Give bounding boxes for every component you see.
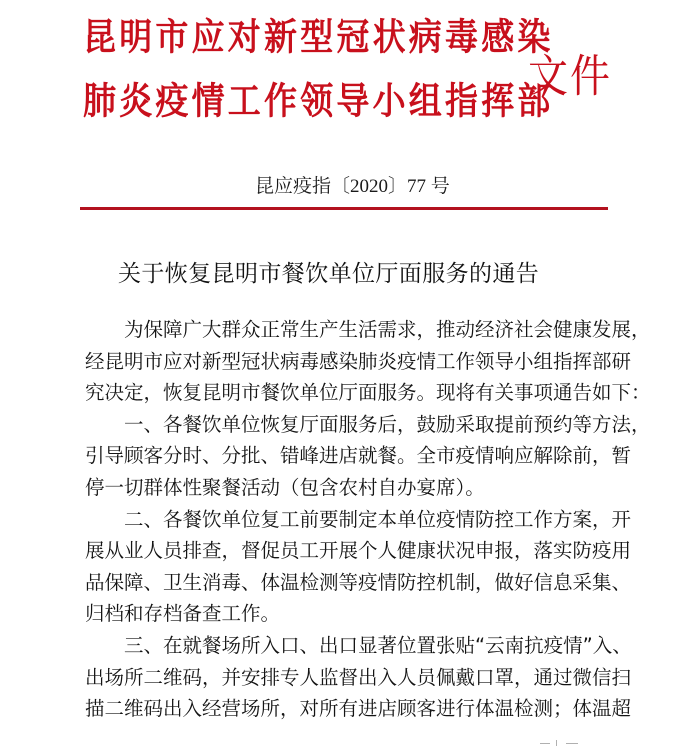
body-line: 经昆明市应对新型冠状病毒感染肺炎疫情工作领导小组指挥部研	[85, 349, 632, 373]
notice-title: 关于恢复昆明市餐饮单位厅面服务的通告	[118, 261, 540, 287]
red-divider	[80, 207, 608, 210]
body-line: 品保障、卫生消毒、体温检测等疫情防控机制，做好信息采集、	[85, 570, 632, 594]
header-suffix: 文件	[528, 51, 612, 103]
body-line: 究决定，恢复昆明市餐饮单位厅面服务。现将有关事项通告如下：	[85, 381, 651, 405]
body-line: 描二维码出入经营场所，对所有进店顾客进行体温检测；体温超	[85, 697, 632, 721]
body-line: 归档和存档备查工作。	[85, 602, 281, 626]
notice-body	[85, 314, 651, 725]
document-number: 昆应疫指〔2020〕77 号	[255, 176, 450, 197]
body-line: 引导顾客分时、分批、错峰进店就餐。全市疫情响应解除前，暂	[85, 444, 632, 468]
header-title-line-1: 昆明市应对新型冠状病毒感染	[83, 15, 554, 59]
body-line: 展从业人员排查，督促员工开展个人健康状况申报，落实防疫用	[85, 539, 632, 563]
body-line: 出场所二维码，并安排专人监督出入人员佩戴口罩，通过微信扫	[85, 665, 632, 689]
header-title-line-2: 肺炎疫情工作领导小组指挥部	[83, 79, 554, 123]
body-line: 一、各餐饮单位恢复厅面服务后，鼓励采取提前预约等方法，	[124, 412, 651, 436]
body-line: 停一切群体性聚餐活动（包含农村自办宴席）。	[85, 475, 485, 499]
watermark-remnant	[540, 740, 600, 746]
body-line: 三、在就餐场所入口、出口显著位置张贴“云南抗疫情”入、	[124, 633, 632, 657]
body-line: 二、各餐饮单位复工前要制定本单位疫情防控工作方案，开	[124, 507, 632, 531]
body-line: 为保障广大群众正常生产生活需求，推动经济社会健康发展，	[124, 318, 651, 341]
